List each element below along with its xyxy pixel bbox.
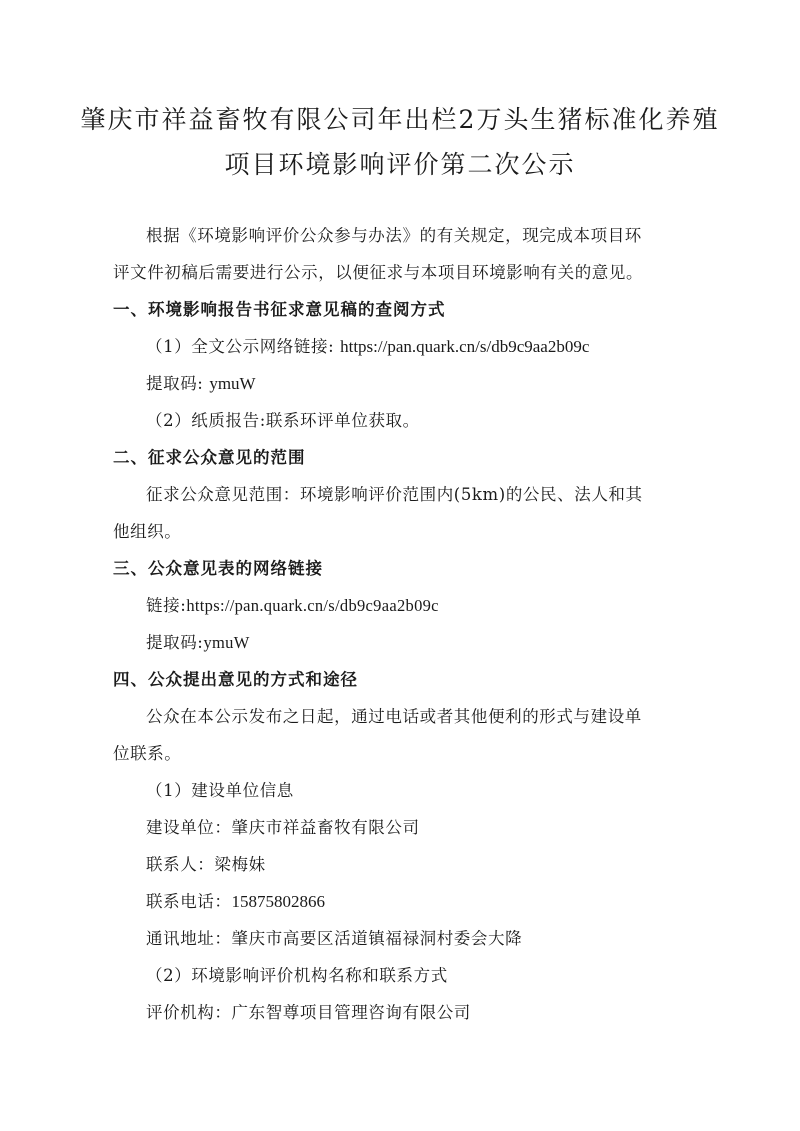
contact-person-label: 联系人： [146, 855, 215, 874]
eia-agency-value: 广东智尊项目管理咨询有限公司 [231, 1003, 471, 1022]
document-title-line-1: 肇庆市祥益畜牧有限公司年出栏2万头生猪标准化养殖 [80, 105, 720, 134]
scope-paragraph-line-1: 征求公众意见范围：环境影响评价范围内(5km)的公民、法人和其 [146, 485, 643, 504]
full-text-link-row [146, 333, 589, 357]
paper-report-item: （2）纸质报告:联系环评单位获取。 [146, 411, 420, 430]
opinion-form-link[interactable]: https://pan.quark.cn/s/db9c9aa2b09c [186, 596, 439, 615]
section-4-heading: 四、公众提出意见的方式和途径 [113, 670, 358, 689]
document-title-line-2: 项目环境影响评价第二次公示 [224, 150, 576, 179]
extraction-code-label-2: 提取码: [146, 633, 204, 652]
mailing-address-label: 通讯地址： [146, 929, 232, 948]
method-paragraph-line-2: 位联系。 [113, 744, 182, 763]
mailing-address-row [146, 925, 522, 949]
developer-info-subheading: （1）建设单位信息 [146, 781, 294, 800]
extraction-code-label-1: 提取码: [146, 374, 210, 393]
section-1-heading: 一、环境影响报告书征求意见稿的查阅方式 [113, 300, 446, 319]
eia-agency-label: 评价机构： [146, 1003, 232, 1022]
opinion-form-link-row [146, 592, 439, 616]
extraction-code-row-1 [146, 370, 256, 394]
scope-paragraph-line-2: 他组织。 [113, 522, 182, 541]
extraction-code-value-2: ymuW [203, 633, 250, 652]
section-3-heading: 三、公众意见表的网络链接 [113, 559, 323, 578]
developer-unit-label: 建设单位： [146, 818, 232, 837]
eia-agency-subheading: （2）环境影响评价机构名称和联系方式 [146, 966, 448, 985]
extraction-code-value-1: ymuW [209, 374, 256, 393]
contact-phone-row [146, 888, 325, 912]
contact-phone-value: 15875802866 [231, 892, 325, 911]
mailing-address-value: 肇庆市高要区活道镇福禄洞村委会大降 [231, 929, 523, 948]
eia-agency-row [146, 999, 471, 1023]
contact-person-value: 梁梅妹 [214, 855, 266, 874]
intro-paragraph-line-2: 评文件初稿后需要进行公示，以便征求与本项目环境影响有关的意见。 [113, 263, 644, 282]
contact-phone-label: 联系电话： [146, 892, 232, 911]
developer-unit-row [146, 814, 420, 838]
section-2-heading: 二、征求公众意见的范围 [113, 448, 306, 467]
intro-paragraph-line-1: 根据《环境影响评价公众参与办法》的有关规定，现完成本项目环 [146, 226, 642, 245]
developer-unit-value: 肇庆市祥益畜牧有限公司 [231, 818, 420, 837]
contact-person-row [146, 851, 266, 875]
opinion-form-link-label: 链接: [146, 596, 187, 615]
method-paragraph-line-1: 公众在本公示发布之日起，通过电话或者其他便利的形式与建设单 [146, 707, 642, 726]
full-text-link[interactable]: https://pan.quark.cn/s/db9c9aa2b09c [340, 337, 590, 356]
full-text-link-label: （1）全文公示网络链接: [146, 337, 341, 356]
extraction-code-row-2 [146, 629, 250, 653]
